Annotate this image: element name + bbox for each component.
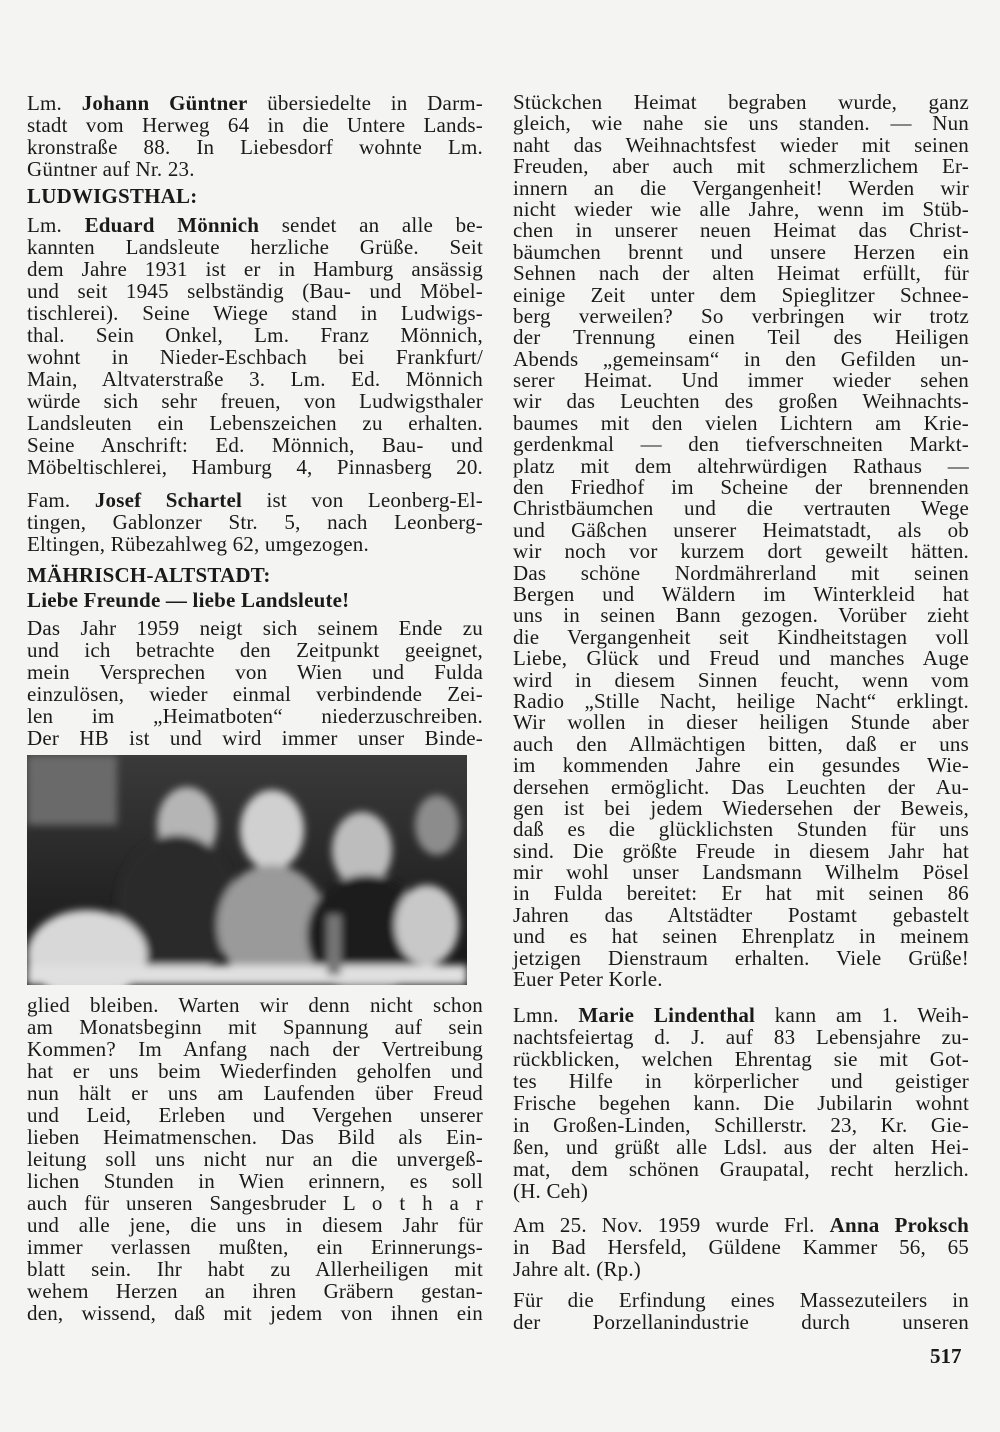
text-line: Jahren das Altstädter Postamt gebastelt — [513, 902, 969, 927]
text-line: und Leid, Erleben und Vergehen unserer — [27, 1103, 483, 1127]
text-line: den Friedhof im Scheine der brennenden — [513, 475, 969, 500]
text-line: Wir wollen in dieser heiligen Stunde aber — [513, 710, 969, 735]
text-line: einige Zeit unter dem Spieglitzer Schnee- — [513, 282, 969, 307]
text-line: Fam. Josef Schartel ist von Leonberg-El- — [27, 488, 484, 512]
bold-name: Marie Lindenthal — [578, 1003, 756, 1027]
text-line: wird in diesem Sinnen feucht, wenn vom — [513, 667, 969, 692]
text-line: Radio „Stille Nacht, heilige Nacht“ erklingt. — [513, 688, 969, 713]
text-line: Sehnen nach der alten Heimat erfüllt, für — [513, 261, 969, 286]
bold-name: Johann Güntner — [81, 91, 248, 115]
left-block-letter-continued — [27, 994, 483, 1324]
right-block-letter-end — [513, 92, 969, 990]
text-line: Möbeltischlerei, Hamburg 4, Pinnasberg 20. — [27, 455, 483, 479]
text-line: gleich, wie nahe sie uns standen. — Nun — [513, 111, 969, 136]
text-line: mein Versprechen von Wien und Fulda — [27, 660, 483, 684]
text-line: kronstraße 88. In Liebesdorf wohnte Lm. — [27, 135, 483, 159]
text-line: chen in unserer neuen Heimat das Christ- — [513, 218, 969, 243]
text-line: in Fulda bereitet: Er hat mit seinen 86 — [513, 881, 969, 906]
text-line: wir noch vor kurzem dort geweilt hätten. — [513, 539, 969, 564]
text-line: den, wissend, daß mit jedem von ihnen ein — [27, 1301, 483, 1325]
text-line: die Vergangenheit seit Kindheitstagen voll — [513, 624, 969, 649]
text-line: Stückchen Heimat begraben wurde, ganz — [513, 90, 969, 114]
text-line: Frische begehen kann. Die Jubilarin wohnt — [513, 1091, 969, 1115]
left-block-schartel — [27, 489, 483, 555]
text-line: und es hat seinen Ehrenplatz in meinem — [513, 924, 969, 949]
text-line: MÄHRISCH-ALTSTADT: — [27, 563, 271, 587]
text-line: rückblicken, welchen Ehrentag sie mit Got- — [513, 1047, 969, 1071]
left-block-letter-intro — [27, 617, 483, 749]
text-line: würde sich sehr freuen, von Ludwigsthaler — [27, 389, 483, 413]
text-line: in Bad Hersfeld, Güldene Kammer 56, 65 — [513, 1235, 969, 1259]
text-line: nachtsfeiertag d. J. auf 83 Lebensjahre zu- — [513, 1025, 969, 1049]
text-line: mat, dem schönen Graupatal, recht herzlich. — [513, 1157, 969, 1181]
text-line: und seit 1945 selbständig (Bau- und Möbel- — [27, 279, 483, 303]
text-line: tes Hilfe in körperlicher und geistiger — [513, 1069, 969, 1093]
text-line: und Gäßchen unserer Heimatstadt, als ob — [513, 517, 969, 542]
text-line: gerdenkmal — den tiefverschneiten Markt- — [513, 432, 969, 457]
bold-name: Eduard Mönnich — [84, 213, 260, 237]
text-line: Landsleuten ein Lebenszeichen zu erhalten. — [27, 411, 483, 435]
text-line: tingen, Gablonzer Str. 5, nach Leonberg- — [27, 510, 483, 534]
text-line: naht das Weihnachtsfest wieder mit seinen — [513, 132, 969, 157]
text-line: Main, Altvaterstraße 3. Lm. Ed. Mönnich — [27, 367, 483, 391]
right-block-lindenthal — [513, 1004, 969, 1202]
text-line: glied bleiben. Warten wir denn nicht schon — [27, 993, 483, 1017]
text-line: Christbäumchen und die vertrauten Wege — [513, 496, 969, 521]
text-line: immer verlassen mußten, ein Erinnerungs- — [27, 1235, 483, 1259]
text-line: tischlerei). Seine Wiege stand in Ludwigs- — [27, 301, 483, 325]
text-line: Seine Anschrift: Ed. Mönnich, Bau- und — [27, 433, 483, 457]
text-line: gen ist bei jedem Wiedersehen der Beweis, — [513, 795, 969, 820]
section-heading-maehrisch-altstadt — [27, 564, 483, 586]
text-line: Eltingen, Rübezahlweg 62, umgezogen. — [27, 532, 369, 556]
left-block-moennich — [27, 214, 483, 478]
text-line: ßen, und grüßt alle Ldsl. aus der alten Hei- — [513, 1135, 969, 1159]
text-line: stadt vom Herweg 64 in die Untere Lands- — [27, 113, 483, 137]
text-line: Güntner auf Nr. 23. — [27, 157, 195, 181]
text-line: auch für unseren Sangesbruder L o t h a r — [27, 1191, 483, 1215]
text-line: wehem Herzen an ihren Gräbern gestan- — [27, 1279, 483, 1303]
text-line: Lmn. Marie Lindenthal kann am 1. Weih- — [513, 1003, 969, 1027]
text-line: Das schöne Nordmährerland mit seinen — [513, 560, 969, 585]
text-line: einzulösen, wieder einmal verbindende Zei- — [27, 682, 483, 706]
text-line: Bergen und Wäldern im Winterkleid hat — [513, 581, 969, 606]
text-line: und ich betrachte den Zeitpunkt geeignet, — [27, 638, 483, 662]
text-line: nun hält er uns am Laufenden über Freud — [27, 1081, 483, 1105]
text-line: der Trennung einen Teil des Heiligen — [513, 325, 969, 350]
text-line: Am 25. Nov. 1959 wurde Frl. Anna Proksch — [513, 1213, 969, 1237]
text-line: dersehen ermöglicht. Das Leuchten der Au- — [513, 774, 969, 799]
text-line: Für die Erfindung eines Massezuteilers in — [513, 1288, 969, 1312]
text-line: daß es die glücklichsten Stunden für uns — [513, 817, 969, 842]
text-line: am Monatsbeginn mit Spannung auf sein — [27, 1015, 483, 1039]
text-line: wir das Leuchten des großen Weihnachts- — [513, 389, 969, 414]
text-line: nicht wieder wie alle Jahre, wenn im Stüb- — [513, 196, 969, 221]
text-line: len im „Heimatboten“ niederzuschreiben. — [27, 704, 483, 728]
text-line: thal. Sein Onkel, Lm. Franz Mönnich, — [27, 323, 483, 347]
page-number: 517 — [930, 1344, 962, 1368]
left-block-guentner — [27, 92, 483, 180]
text-line: sind. Die größte Freude in diesem Jahr hat — [513, 838, 969, 863]
section-heading-ludwigsthal — [27, 185, 483, 207]
text-line: jetzigen Dienstraum erhalten. Viele Grüße! — [513, 945, 969, 970]
text-line: lieben Heimatmenschen. Das Bild als Ein- — [27, 1125, 483, 1149]
text-line: Jahre alt. (Rp.) — [513, 1257, 641, 1281]
text-line: der Porzellanindustrie durch unseren — [513, 1310, 969, 1334]
text-line: (H. Ceh) — [513, 1179, 589, 1203]
text-line: dem Jahre 1931 ist er in Hamburg ansässig — [27, 257, 483, 281]
bold-name: Anna Proksch — [829, 1213, 969, 1237]
text-line: hat er uns beim Wiederfinden geholfen und — [27, 1059, 483, 1083]
subheading-liebe-freunde — [27, 589, 483, 611]
text-line: uns in seinen Bann gezogen. Vorüber zieht — [513, 603, 969, 628]
text-line: innern an die Vergangenheit! Werden wir — [513, 175, 969, 200]
text-line: Liebe, Glück und Freud und manches Auge — [513, 646, 969, 671]
text-line: in Großen-Linden, Schillerstr. 23, Kr. Gie- — [513, 1113, 969, 1137]
text-line: Der HB ist und wird immer unser Binde- — [27, 726, 483, 750]
text-line: berg verweilen? So verbringen wir trotz — [513, 303, 969, 328]
text-line: wohnt in Nieder-Eschbach bei Frankfurt/ — [27, 345, 483, 369]
text-line: Das Jahr 1959 neigt sich seinem Ende zu — [27, 616, 483, 640]
text-line: mir wohl unser Landsmann Wilhelm Pösel — [513, 860, 969, 885]
text-line: im kommenden Jahre ein gesundes Wie- — [513, 753, 969, 778]
text-line: Euer Peter Korle. — [513, 967, 663, 992]
group-photo — [27, 755, 467, 985]
text-line: Freuden, aber auch mit schmerzlichem Er- — [513, 154, 969, 179]
text-line: leitung soll uns nicht nur an die unvergeß- — [27, 1147, 483, 1171]
right-block-erfindung — [513, 1289, 969, 1333]
text-line: Lm. Eduard Mönnich sendet an alle be- — [27, 213, 483, 237]
text-line: blatt sein. Ihr habt zu Allerheiligen mit — [27, 1257, 483, 1281]
photo-image — [27, 755, 467, 985]
right-block-proksch — [513, 1214, 969, 1280]
text-line: Liebe Freunde — liebe Landsleute! — [27, 588, 350, 612]
text-line: LUDWIGSTHAL: — [27, 184, 198, 208]
text-line: bäumchen brennt und unsere Herzen ein — [513, 239, 969, 264]
text-line: baumes mit den vielen Lichtern am Krie- — [513, 410, 969, 435]
text-line: Kommen? Im Anfang nach der Vertreibung — [27, 1037, 483, 1061]
text-line: serer Heimat. Und immer wieder sehen — [513, 368, 969, 393]
text-line: Lm. Johann Güntner übersiedelte in Darm- — [27, 91, 483, 115]
text-line: und alle jene, die uns in diesem Jahr für — [27, 1213, 483, 1237]
bold-name: Josef Schartel — [94, 488, 243, 512]
text-line: lichen Stunden in Wien erinnern, es soll — [27, 1169, 483, 1193]
text-line: Abends „gemeinsam“ in den Gefilden un- — [513, 346, 969, 371]
text-line: platz mit dem altehrwürdigen Rathaus — — [513, 453, 969, 478]
text-line: kannten Landsleute herzliche Grüße. Seit — [27, 235, 483, 259]
text-line: auch den Allmächtigen bitten, daß er uns — [513, 731, 969, 756]
